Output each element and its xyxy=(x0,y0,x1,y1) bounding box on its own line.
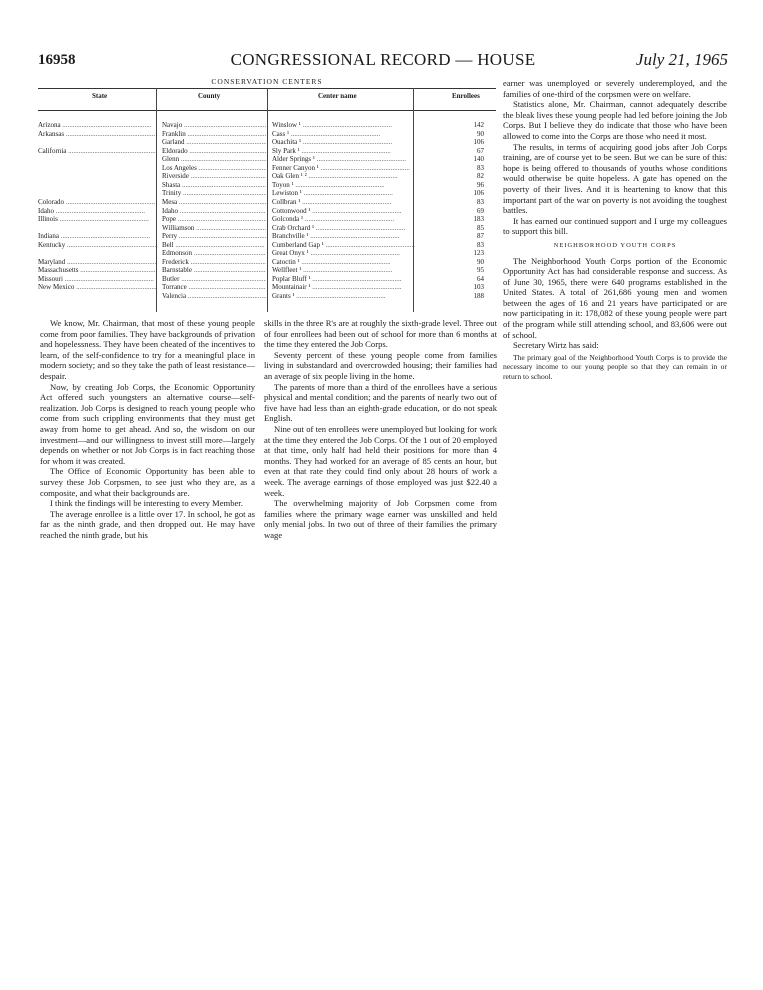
center-cell: Collbran ¹ ..... xyxy=(272,198,448,206)
table-row xyxy=(38,147,496,155)
enrollees-cell: 123 xyxy=(473,249,484,258)
county-cell: Edmonson ..... xyxy=(162,249,266,257)
center-cell: Winslow ¹ ..... xyxy=(272,121,448,129)
table-row xyxy=(38,283,496,291)
table-row xyxy=(38,155,496,163)
center-cell: Cottonwood ¹ ..... xyxy=(272,207,448,215)
paragraph: Seventy percent of these young people come from families living in substandard and overcrowded housing; their families had an average of six people living in the home. xyxy=(264,349,497,381)
block-quote: The primary goal of the Neighborhood Youth Corps is to provide the necessary income to our young people so that they can remain in or return to school. xyxy=(503,352,727,381)
table-row xyxy=(38,232,496,240)
county-cell: Valencia ..... xyxy=(162,292,266,300)
table-row xyxy=(38,181,496,189)
enrollees-cell: 140 xyxy=(473,155,484,164)
col-header-enrollees: Enrollees xyxy=(452,92,480,100)
table-row xyxy=(38,241,496,249)
center-cell: Sly Park ¹ ..... xyxy=(272,147,448,155)
body-column-2 xyxy=(264,318,497,540)
center-cell: Wellfleet ¹ ..... xyxy=(272,266,448,274)
center-cell: Oak Glen ¹ ² ..... xyxy=(272,172,448,180)
enrollees-cell: 83 xyxy=(477,163,484,172)
col-header-county: County xyxy=(198,92,221,100)
center-cell: Fenner Canyon ¹ ..... xyxy=(272,164,448,172)
enrollees-cell: 90 xyxy=(477,129,484,138)
state-cell: New Mexico ..... xyxy=(38,283,156,291)
county-cell: Glenn ..... xyxy=(162,155,266,163)
county-cell: Pope ..... xyxy=(162,215,266,223)
col-header-center: Center name xyxy=(318,92,357,100)
state-cell: Colorado ..... xyxy=(38,198,156,206)
enrollees-cell: 83 xyxy=(477,240,484,249)
section-heading: NEIGHBORHOOD YOUTH CORPS xyxy=(553,241,677,249)
page-title: CONGRESSIONAL RECORD — HOUSE xyxy=(230,50,536,69)
body-column-1 xyxy=(40,318,255,540)
enrollees-cell: 67 xyxy=(477,146,484,155)
table-row xyxy=(38,189,496,197)
county-cell: Garland ..... xyxy=(162,138,266,146)
center-cell: Mountainair ¹ ..... xyxy=(272,283,448,291)
county-cell: Trinity ..... xyxy=(162,189,266,197)
enrollees-cell: 106 xyxy=(473,138,484,147)
col-header-state: State xyxy=(92,92,108,100)
state-cell: Missouri ..... xyxy=(38,275,156,283)
center-cell: Golconda ¹ ..... xyxy=(272,215,448,223)
enrollees-cell: 142 xyxy=(473,121,484,129)
paragraph: skills in the three R's are at roughly the sixth-grade level. Three out of four enrollees had been out of school for more than 6 months at the time they entered the Job Corps. xyxy=(264,318,497,350)
table-row xyxy=(38,121,496,129)
paragraph: I think the findings will be interesting to every Member. xyxy=(50,498,243,509)
county-cell: Perry ..... xyxy=(162,232,266,240)
page-date: July 21, 1965 xyxy=(635,50,728,69)
county-cell: Riverside ..... xyxy=(162,172,266,180)
table-row xyxy=(38,215,496,223)
county-cell: Torrance ..... xyxy=(162,283,266,291)
paragraph: The average enrollee is a little over 17. In school, he got as far as the ninth grade, and then dropped out. He may have reached the ninth grade, but his xyxy=(40,508,255,540)
enrollees-cell: 95 xyxy=(477,266,484,275)
enrollees-cell: 103 xyxy=(473,283,484,292)
enrollees-cell: 85 xyxy=(477,223,484,232)
table-row xyxy=(38,266,496,274)
county-cell: Eldorado ..... xyxy=(162,147,266,155)
state-cell: Illinois ..... xyxy=(38,215,156,223)
paragraph: The Neighborhood Youth Corps portion of the Economic Opportunity Act has had considerable response and success. As of June 30, 1965, there were 640 programs established in the United States. A total of 261,686 young men and women between the ages of 16 and 21 years have participated or are now participating in it: 178,082 of these young people were part of the program while still attending school, and 83,606 were out of school. xyxy=(503,255,727,340)
county-cell: Franklin ..... xyxy=(162,130,266,138)
table-row xyxy=(38,138,496,146)
paragraph: Now, by creating Job Corps, the Economic Opportunity Act offered such youngsters an alternative course—self-realization. Job Corps is designed to reach young people who come from such crippling environments that they must get away from home to get ahead. And so, the wisdom on our investment—and our willingness to invest still more—largely depends on whether or not Job Corps is in fact reaching those for whom it was created. xyxy=(40,381,255,466)
county-cell: Frederick ..... xyxy=(162,258,266,266)
paragraph: Nine out of ten enrollees were unemployed but looking for work at the time they entered the Job Corps. Of the 1 out of 20 employed at that time, only half had held their positions for more than 4 months. They had worked for an average of 85 cents an hour, but even at that rate they could find only about 28 hours of work a week. The average earnings of those employed was just $22.40 a week. xyxy=(264,423,497,498)
page-header xyxy=(38,50,728,72)
center-cell: Cumberland Gap ¹ ..... xyxy=(272,241,448,249)
enrollees-cell: 82 xyxy=(477,172,484,181)
table-row xyxy=(38,292,496,300)
paragraph: Statistics alone, Mr. Chairman, cannot adequately describe the bleak lives these young people had led before joining the Job Corps. But I believe they do indicate that those who have been allowed to come into the Corps are those who need it most. xyxy=(503,99,727,141)
state-cell: Arkansas ..... xyxy=(38,130,156,138)
enrollees-cell: 96 xyxy=(477,180,484,189)
center-cell: Great Onyx ¹ ..... xyxy=(272,249,448,257)
state-cell: Kentucky ..... xyxy=(38,241,156,249)
paragraph: The overwhelming majority of Job Corpsmen come from families where the primary wage earner was unskilled and held only menial jobs. In two out of three of their families the primary wage xyxy=(264,498,497,540)
paragraph: earner was unemployed or severely underemployed, and the families of one-third of the corpsmen were on welfare. xyxy=(503,78,727,99)
county-cell: Shasta ..... xyxy=(162,181,266,189)
enrollees-cell: 87 xyxy=(477,232,484,241)
enrollees-cell: 83 xyxy=(477,197,484,206)
paragraph: The results, in terms of acquiring good jobs after Job Corps training, are of course yet to be seen. But we can be sure of this: hope is being offered to thousands of youths whose conditions would otherwise be quite hopeless. A gate has opened on the poverty of their lives. And it is heartening to know that this important part of the war on poverty is not avoiding the toughest battles. xyxy=(503,141,727,216)
enrollees-cell: 90 xyxy=(477,257,484,266)
paragraph: It has earned our continued support and I urge my colleagues to support this bill. xyxy=(503,215,727,237)
county-cell: Barnstable ..... xyxy=(162,266,266,274)
enrollees-cell: 183 xyxy=(473,215,484,224)
paragraph: The parents of more than a third of the enrollees have a serious physical and mental condition; and the parents of nearly two out of five have had less than an eighth-grade education, or do not speak English. xyxy=(264,381,497,424)
conservation-table xyxy=(38,121,496,301)
enrollees-cell: 69 xyxy=(477,206,484,215)
enrollees-cell: 188 xyxy=(473,292,484,300)
state-cell: California ..... xyxy=(38,147,156,155)
county-cell: Navajo ..... xyxy=(162,121,266,129)
table-row xyxy=(38,224,496,232)
center-cell: Poplar Bluff ¹ ..... xyxy=(272,275,448,283)
center-cell: Branchville ¹ ..... xyxy=(272,232,448,240)
enrollees-cell: 106 xyxy=(473,189,484,198)
county-cell: Los Angeles ..... xyxy=(162,164,266,172)
center-cell: Cass ¹ ..... xyxy=(272,130,448,138)
county-cell: Bell ..... xyxy=(162,241,266,249)
page-number: 16958 xyxy=(38,52,76,68)
state-cell: Idaho ..... xyxy=(38,207,156,215)
county-cell: Idaho ..... xyxy=(162,207,266,215)
center-cell: Catoctin ¹ ..... xyxy=(272,258,448,266)
table-row xyxy=(38,249,496,257)
enrollees-cell: 64 xyxy=(477,274,484,283)
center-cell: Ouachita ¹ ..... xyxy=(272,138,448,146)
center-cell: Alder Springs ¹ ..... xyxy=(272,155,448,163)
center-cell: Crab Orchard ¹ ..... xyxy=(272,224,448,232)
table-row xyxy=(38,207,496,215)
county-cell: Williamson ..... xyxy=(162,224,266,232)
table-row xyxy=(38,198,496,206)
body-column-3 xyxy=(503,78,727,385)
state-cell: Maryland ..... xyxy=(38,258,156,266)
paragraph: The Office of Economic Opportunity has been able to survey these Job Corpsmen, to see just who they are, as a composite, and what their backgrounds are. xyxy=(40,466,255,498)
state-cell: Massachusetts ..... xyxy=(38,266,156,274)
center-cell: Toyon ¹ ..... xyxy=(272,181,448,189)
table-row xyxy=(38,258,496,266)
center-cell: Grants ¹ ..... xyxy=(272,292,448,300)
county-cell: Mesa ..... xyxy=(162,198,266,206)
table-row xyxy=(38,130,496,138)
state-cell: Indiana ..... xyxy=(38,232,156,240)
county-cell: Butler ..... xyxy=(162,275,266,283)
table-row xyxy=(38,172,496,180)
paragraph: Secretary Wirtz has said: xyxy=(513,340,599,351)
state-cell: Arizona ..... xyxy=(38,121,156,129)
center-cell: Lewiston ¹ ..... xyxy=(272,189,448,197)
table-row xyxy=(38,275,496,283)
paragraph: We know, Mr. Chairman, that most of these young people come from poor families. They have backgrounds of privation and hopelessness. They have been cheated of the incentives to learn, of the self-confidence to try for a meaningful place in modern society; and so they take the path of least resistance—despair. xyxy=(40,318,255,381)
table-row xyxy=(38,164,496,172)
conservation-caption: CONSERVATION CENTERS xyxy=(211,77,323,86)
